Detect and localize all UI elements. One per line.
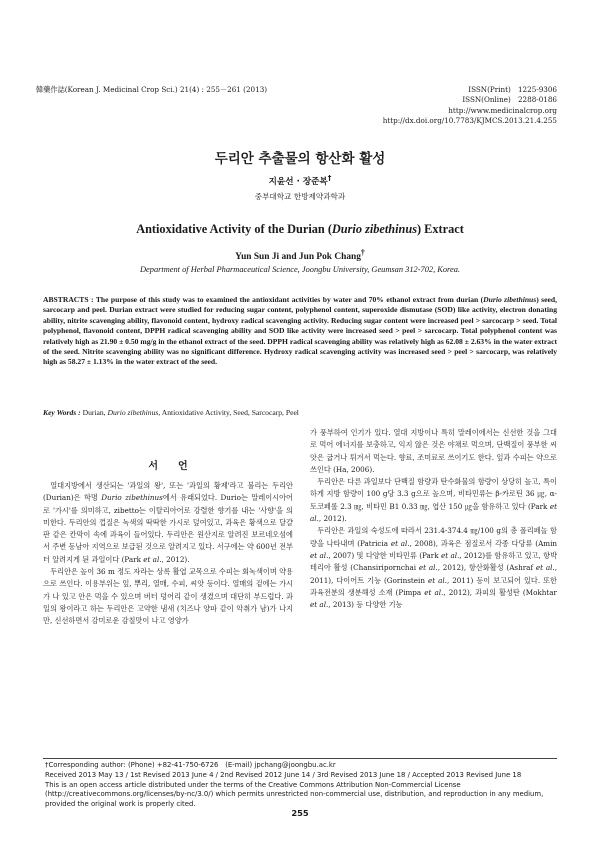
korean-title: 두리안 추출물의 항산화 활성 (214, 151, 386, 167)
korean-author-names: 지윤선 · 장준복 (268, 176, 328, 187)
et-al: et al. (535, 563, 555, 573)
et-al: et al. (427, 575, 447, 585)
text-run: , 2012). (318, 514, 347, 524)
intro-paragraph-2: 두리안은 높이 36 m 정도 자라는 상록 활엽 교목으로 수피는 회녹색이며 약용으로 쓰인다. 이용부위는 잎, 뿌리, 열매, 수피, 씨앗 등이다. 열매의 겉에는 가시가 나 있고 안은 먹을 수 있으며 버터 덩어리 같이 생겼으며 대단히 부드럽다. 과일의 왕이라고 하는 두리안은 고약한 냄새 (치즈나 양파 같이 악취가 남)가 나지만, 신선하면서 감미로운 감칠맛이 나고 영양가 (43, 567, 293, 626)
english-title-post: ) Extract (417, 222, 464, 236)
corresponding-author: †Corresponding author: (Phone) +82-41-750-6726 (E-mail) jpchang@joongbu.ac.kr (45, 761, 336, 769)
english-dagger: † (360, 248, 365, 257)
keywords-text-2: , Antioxidative Activity, Seed, Sarcocarp, Peel (158, 408, 299, 417)
text-run: , 2011), 다이어트 기능 (Gorinstein (310, 563, 558, 585)
et-al: et al. (440, 550, 460, 560)
doi-link[interactable]: http://dx.doi.org/10.7783/KJMCS.2013.21.4.255 (382, 116, 557, 126)
korean-dagger: † (327, 173, 332, 182)
abstract-text-2: ) seed, sarcocarp and peel. Durian extract were studied for reducing sugar content, polyphenol content, superoxide dismutase (SOD) like activity, electron donating ability, nitrite scavenging ability, flavonoid content, hydroxy radical scavenging activity. Reducing sugar content were increased peel > sarcocarp > seed. Total polyphenol, flavonoid content, DPPH radical scavenging ability and SOD like activity were increased seed > peel > sarcocarp. Total polyphenol content was relatively high as 21.90 ± 0.50 mg/g in the ethanol extract of the seed. DPPH radical scavenging ability was relatively high as 62.08 ± 2.63% in the water extract of the seed. Nitrite scavenging ability was no significant difference. Hydroxy radical scavenging activity was increased seed > peel > sarcocarp, was relatively high as 58.27 ± 1.13% in the water extract of the seed. (43, 295, 557, 367)
text-run: , 2013) 등 다양한 기능 (328, 600, 403, 610)
text-run: 에서 유래되었다. Durio는 말레이시아어로 '가시'를 의미하고, zibetto는 이탈리아어로 강렬한 향기를 내는 '사향'을 의미한다. 두리안의 껍질은 녹색의 딱딱한 가시로 덮여있고, 과육은 황색으로 달걀판 같은 칸막이 속에 과육이 들어있다. 두리안은 원산지로 알려진 보르네오섬에서 주변 동남아 지역으로 보급된 것으로 알려지고 있다. 서구에는 약 600년 전부터 알려지게 된 과일이다 (Park (43, 493, 293, 564)
et-al: et al. (310, 600, 329, 610)
intro-paragraph-2-continued: 가 풍부하여 인기가 있다. 열대 지방이나 특히 말레이에서는 신선한 것을 그대로 먹어 에너지를 보충하고, 익지 않은 것은 야채로 먹으며, 단백질이 풍부한 씨앗은 굽거나 튀겨서 먹는다. 향료, 조미료로 쓰이기도 한다. 잎과 수피는 약으로 쓰인다 (Ha, 2006). (310, 428, 557, 474)
text-run: 두리안은 다른 과일보다 단백질 함량과 탄수화물의 함량이 상당히 높고, 특이하게 지방 함량이 100 g당 3.3 g으로 높으며, 비타민류는 β-카로틴 36 ㎍, α-토코페롤 2.3 ㎎, 비타민 B1 0.33 ㎎, 엽산 150 ㎍을 함유하고 있다 (Park (310, 477, 557, 511)
issn-online: ISSN(Online) 2288-0186 (462, 95, 557, 105)
et-al: et al. (424, 587, 444, 597)
body-column-left (43, 480, 293, 628)
et-al: et al. (390, 538, 410, 548)
korean-authors (0, 173, 600, 187)
journal-website-link[interactable]: http://www.medicinalcrop.org (448, 105, 557, 115)
received-dates: Received 2013 May 13 / 1st Revised 2013 June 4 / 2nd Revised 2012 June 14 / 3rd Revised 2013 June 18 / Accepted 2013 Revised June 18 (45, 770, 522, 779)
abstract (43, 295, 557, 368)
license-statement: This is an open access article distributed under the terms of the Creative Commons Attribution Non-Commercial License (http://creativecommons.org/licenses/by-nc/3.0/) which permits unrestricted non-commercial use, distribution, and reproduction in any medium, provided the original work is properly cited. (45, 780, 544, 809)
species-name: Durio zibethinus (101, 493, 163, 503)
text-run: , 2011) 등이 보고되어 있다. 또한 과육전분의 생분해성 소재 (Pimpa (310, 575, 557, 597)
journal-citation: 韓藥作誌(Korean J. Medicinal Crop Sci.) 21(4) : 255－261 (2013) (36, 85, 268, 94)
text-run: , 2012). (161, 554, 190, 564)
page-number: 255 (291, 808, 309, 818)
text-run: 두리안은 과일의 숙성도에 따라서 231.4-374.4 ㎎/100 g의 총 폴리페놀 함량을 나타내며 (Patricia (310, 526, 557, 548)
keywords (43, 408, 557, 417)
english-title-species: Durio zibethinus (331, 222, 418, 236)
keywords-text-1: Durian, (82, 408, 108, 417)
issn-print: ISSN(Print) 1225-9306 (468, 85, 557, 94)
et-al: et al. (418, 563, 438, 573)
abstract-label: ABSTRACTS : (43, 295, 96, 304)
english-title-pre: Antioxidative Activity of the Durian ( (136, 222, 332, 236)
english-title (0, 222, 600, 237)
english-affiliation: Department of Herbal Pharmaceutical Science, Joongbu University, Geumsan 312-702, Korea. (140, 265, 460, 274)
english-authors (0, 248, 600, 262)
text-run: , 2012), 과피의 활성탄 (Mokhtar (443, 587, 557, 597)
abstract-species: Durio zibethinus (483, 295, 537, 304)
korean-affiliation: 중부대학교 한방제약과학과 (254, 192, 346, 201)
text-run: , 2012), 항산화활성 (Ashraf (437, 563, 536, 573)
intro-paragraph-1 (43, 480, 293, 566)
intro-paragraph-4 (310, 525, 557, 611)
et-al: et al. (310, 550, 329, 560)
text-run: , 2012)를 함유하고 있고, 항박테리아 활성 (Chansiripornchai (310, 550, 558, 573)
footnote-divider (43, 758, 557, 759)
text-run: , 2007) 및 다양한 비타민류 (Park (328, 550, 441, 560)
et-al: et al. (143, 554, 162, 564)
et-al: et al. (310, 501, 557, 524)
text-run: , 2008), 과육은 점질로서 각종 다당류 (Amin (409, 538, 557, 548)
intro-paragraph-3 (310, 476, 557, 525)
section-heading-intro: 서 언 (148, 461, 188, 472)
keywords-species: Durio zibethinus (107, 408, 159, 417)
body-column-right (310, 427, 557, 611)
abstract-text-1: The purpose of this study was to examined the antioxidant activities by water and 70% ethanol extract from durian ( (95, 295, 484, 304)
text-run: 열대지방에서 생산되는 '과일의 왕', 또는 '과일의 황제'라고 불리는 두리안 (Durian)은 학명 (43, 481, 293, 503)
footnotes (45, 761, 557, 810)
issn-block (383, 85, 557, 127)
english-author-names: Yun Sun Ji and Jun Pok Chang (235, 252, 361, 263)
keywords-label: Key Words : (43, 408, 83, 417)
